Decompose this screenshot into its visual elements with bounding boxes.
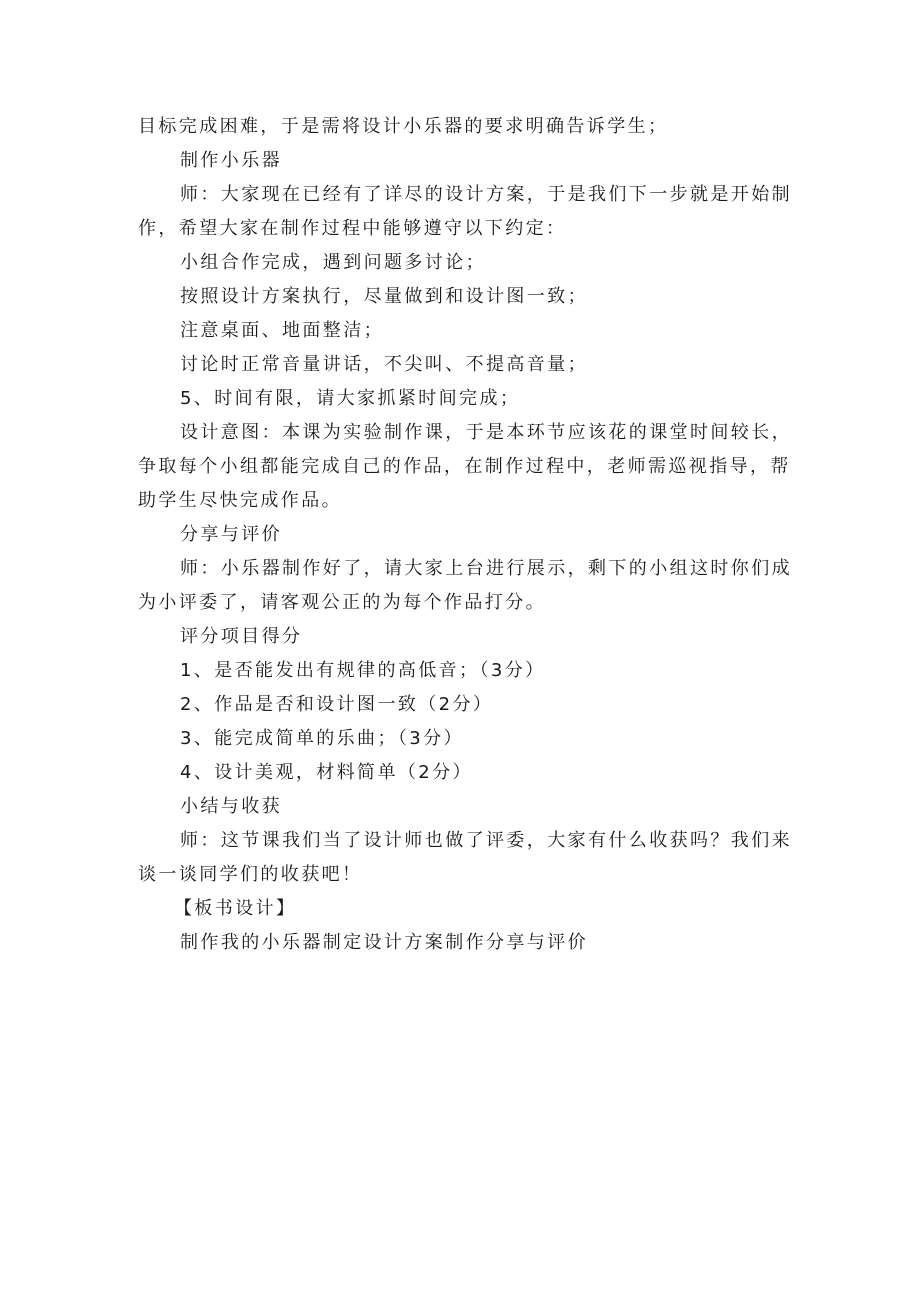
text-line: 制作我的小乐器制定设计方案制作分享与评价 (180, 932, 588, 953)
text-line: 争取每个小组都能完成自己的作品，在制作过程中，老师需巡视指导，帮 (138, 456, 791, 477)
text-line: 目标完成困难，于是需将设计小乐器的要求明确告诉学生； (138, 116, 669, 137)
section-heading: 制作小乐器 (180, 150, 282, 171)
list-item: 5、时间有限，请大家抓紧时间完成； (180, 388, 521, 409)
list-item: 按照设计方案执行，尽量做到和设计图一致； (180, 286, 588, 307)
text-line: 助学生尽快完成作品。 (138, 490, 342, 511)
text-line: 师：这节课我们当了设计师也做了评委，大家有什么收获吗？我们来 (180, 830, 792, 851)
text-line: 设计意图：本课为实验制作课，于是本环节应该花的课堂时间较长， (180, 422, 792, 443)
list-item: 2、作品是否和设计图一致（2分） (180, 694, 494, 715)
text-line: 师：小乐器制作好了，请大家上台进行展示，剩下的小组这时你们成 (180, 558, 792, 579)
section-heading: 小结与收获 (180, 796, 282, 817)
text-line: 作，希望大家在制作过程中能够遵守以下约定： (138, 218, 567, 239)
text-line: 谈一谈同学们的收获吧！ (138, 864, 363, 885)
section-heading: 评分项目得分 (180, 626, 303, 647)
list-item: 1、是否能发出有规律的高低音；（3分） (180, 660, 546, 681)
list-item: 注意桌面、地面整洁； (180, 320, 384, 341)
section-heading: 分享与评价 (180, 524, 282, 545)
text-line: 为小评委了，请客观公正的为每个作品打分。 (138, 592, 546, 613)
document-body (138, 110, 792, 960)
list-item: 4、设计美观，材料简单（2分） (180, 762, 473, 783)
list-item: 讨论时正常音量讲话，不尖叫、不提高音量； (180, 354, 588, 375)
list-item: 小组合作完成，遇到问题多讨论； (180, 252, 486, 273)
list-item: 3、能完成简单的乐曲；（3分） (180, 728, 464, 749)
section-heading: 【板书设计】 (174, 898, 297, 919)
text-line: 师：大家现在已经有了详尽的设计方案，于是我们下一步就是开始制 (180, 184, 792, 205)
